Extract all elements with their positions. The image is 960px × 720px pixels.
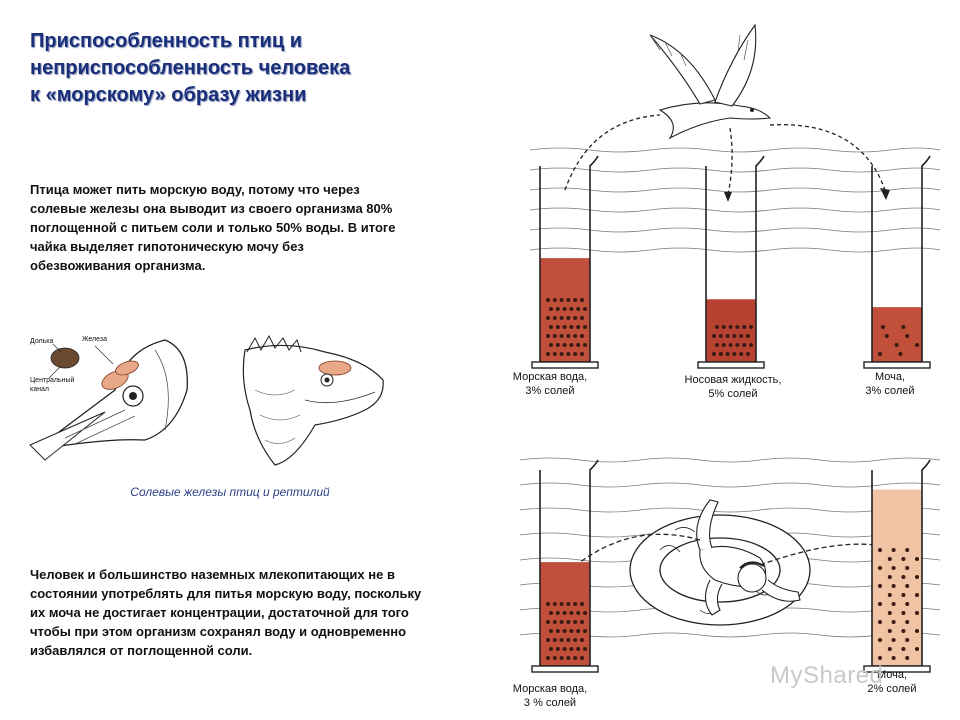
bird-diagram xyxy=(500,10,950,370)
top-label-3 xyxy=(850,370,930,398)
top-label-1-line2: 3% солей xyxy=(525,385,575,397)
bottom-label-2-line2: 2% солей xyxy=(867,683,917,695)
reptile-head-illustration xyxy=(235,330,395,470)
bottom-cylinder-seawater-base xyxy=(532,666,598,672)
top-label-3-line2: 3% солей xyxy=(865,385,915,397)
bottom-label-1-line1: Морская вода, xyxy=(512,683,588,695)
human-diagram xyxy=(500,440,950,680)
arrow-drink xyxy=(565,115,660,190)
bird-paragraph: Птица может пить морскую воду, потому что через солевые железы она выводит из своего организма 80% поглощенной с питьем соли и только 50% воды. В итоге чайка выделяет гипотоническую мочу без обезвоживания организма. xyxy=(30,182,396,273)
top-label-1-line1: Морская вода, xyxy=(512,371,588,383)
arrow-urine xyxy=(770,125,885,190)
bottom-cylinder-seawater xyxy=(532,460,598,672)
title-line-2: неприспособленность человека xyxy=(30,57,351,79)
top-label-1 xyxy=(500,370,600,398)
bottom-label-1 xyxy=(500,682,600,710)
top-cylinder-nasal xyxy=(698,156,764,368)
title-line-3: к «морскому» образу жизни xyxy=(30,84,307,106)
top-label-2-line1: Носовая жидкость, xyxy=(684,374,782,386)
bottom-cylinder-urine xyxy=(864,460,930,672)
label-lobule: Долька xyxy=(30,338,54,345)
arrow-nasal xyxy=(728,128,732,195)
top-cylinder-urine-base xyxy=(864,362,930,368)
top-label-2-line2: 5% солей xyxy=(708,388,758,400)
label-central-line2: канал xyxy=(30,386,49,393)
bottom-label-2-line1: Моча, xyxy=(876,669,908,681)
top-label-2 xyxy=(668,373,798,401)
illustration-caption: Солевые железы птиц и рептилий xyxy=(130,485,330,499)
top-cylinder-seawater-base xyxy=(532,362,598,368)
title-line-1: Приспособленность птиц и xyxy=(30,30,303,52)
watermark: MyShared xyxy=(770,662,884,689)
top-label-3-line1: Моча, xyxy=(874,371,906,383)
label-central-canal xyxy=(30,376,74,394)
page-title xyxy=(30,28,430,109)
label-gland: Железа xyxy=(82,336,107,343)
top-cylinder-nasal-base xyxy=(698,362,764,368)
label-central-line1: Центральный xyxy=(30,377,75,384)
top-cylinders xyxy=(532,156,930,368)
seagull xyxy=(650,25,770,138)
bottom-label-1-line2: 3 % солей xyxy=(523,697,577,709)
human-paragraph: Человек и большинство наземных млекопитающих не в состоянии употреблять для питья морскую воду, поскольку их моча не достигает концентрации, достаточной для того чтобы при этом организм сохранял воду и одновременно избавлялся от поглощенной соли. xyxy=(30,567,422,658)
